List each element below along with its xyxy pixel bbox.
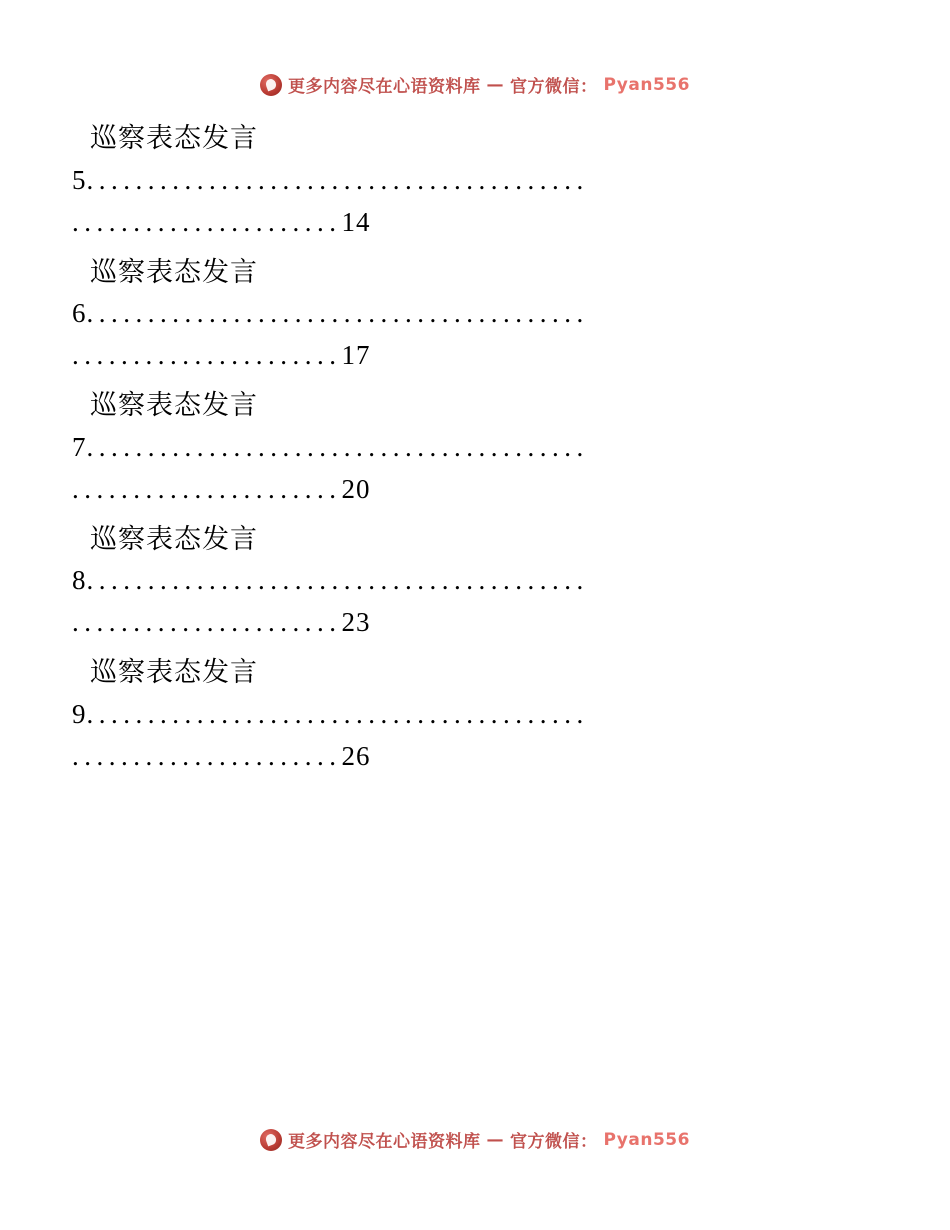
toc-entry-title: 巡察表态发言 xyxy=(90,123,258,153)
toc-leader-dots: ......................................... xyxy=(86,298,589,329)
toc-leader-dots: ...................... xyxy=(72,740,342,771)
toc-entry-leader xyxy=(72,293,878,335)
toc-leader-dots: ...................... xyxy=(72,206,342,237)
toc-leader-dots: ...................... xyxy=(72,473,342,504)
toc-leader-dots: ......................................... xyxy=(86,431,589,462)
toc-entry-leader xyxy=(72,160,878,202)
toc-leader-dots: ...................... xyxy=(72,340,342,371)
toc-entry-title: 巡察表态发言 xyxy=(90,390,258,421)
toc-entry-leader-continued xyxy=(72,736,878,778)
watermark-wechat-label: 官方微信： xyxy=(510,1132,598,1152)
toc-leader-dots: ......................................... xyxy=(86,565,589,596)
toc-entry-leader-continued xyxy=(72,469,878,511)
toc-entry-leader xyxy=(72,694,878,736)
watermark-main-text: 更多内容尽在心语资料库 xyxy=(288,1132,481,1152)
yin-yang-icon xyxy=(260,74,282,96)
toc-entry-title: 巡察表态发言 xyxy=(90,657,258,688)
toc-entry-title: 巡察表态发言 xyxy=(90,256,258,287)
yin-yang-icon xyxy=(260,1129,282,1151)
toc-entry xyxy=(72,385,878,511)
toc-entry xyxy=(72,252,878,378)
toc-leader-dots: ...................... xyxy=(72,607,342,638)
toc-leader-dots: ......................................... xyxy=(86,698,589,729)
toc-entry xyxy=(72,118,878,244)
toc-entry-leader xyxy=(72,560,878,602)
toc-entry-page: 17 xyxy=(341,340,371,371)
toc-entry-page: 20 xyxy=(341,473,371,504)
toc-entry-page: 14 xyxy=(341,206,371,237)
toc-entry-index: 5 xyxy=(72,164,87,195)
watermark-separator: — xyxy=(486,1129,505,1150)
toc-entry-index: 8 xyxy=(72,565,87,596)
toc-entry-leader xyxy=(72,427,878,469)
watermark-main-text: 更多内容尽在心语资料库 xyxy=(288,77,481,97)
toc-leader-dots: ......................................... xyxy=(86,164,589,195)
toc-entry-leader-continued xyxy=(72,602,878,644)
toc-entry xyxy=(72,652,878,778)
watermark-wechat-id: Pyan556 xyxy=(603,74,690,95)
table-of-contents xyxy=(72,118,878,786)
watermark-header xyxy=(0,72,950,97)
watermark-separator: — xyxy=(486,74,505,95)
toc-entry-index: 9 xyxy=(72,698,87,729)
toc-entry-title: 巡察表态发言 xyxy=(90,523,258,554)
watermark-footer xyxy=(0,1127,950,1152)
toc-entry-leader-continued xyxy=(72,335,878,377)
toc-entry-index: 6 xyxy=(72,298,87,329)
toc-entry-page: 23 xyxy=(341,607,371,638)
toc-entry-page: 26 xyxy=(341,740,371,771)
toc-entry xyxy=(72,519,878,645)
watermark-wechat-id: Pyan556 xyxy=(603,1129,690,1150)
toc-entry-index: 7 xyxy=(72,431,87,462)
watermark-wechat-label: 官方微信： xyxy=(510,77,598,97)
toc-entry-leader-continued xyxy=(72,202,878,244)
